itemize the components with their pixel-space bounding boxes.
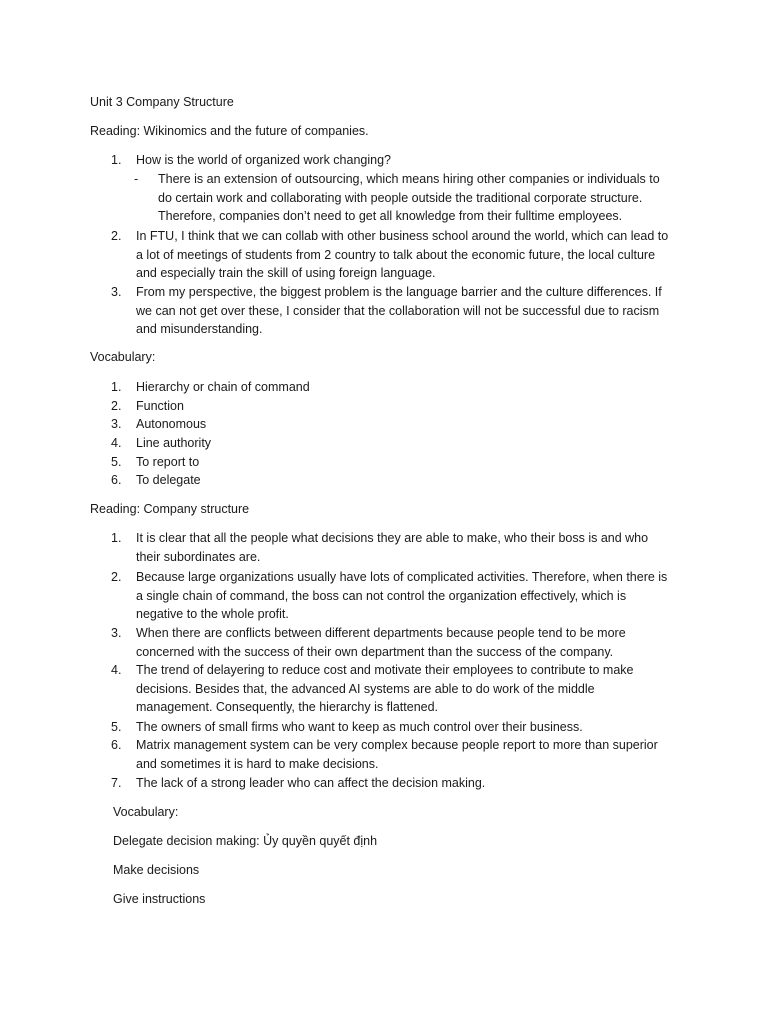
list-number: 2. — [111, 570, 122, 584]
list-text: The owners of small firms who want to keep as much control over their business. — [136, 720, 583, 734]
list-number: 3. — [111, 285, 122, 299]
vocab-item: Autonomous — [136, 417, 207, 431]
list-number: 4. — [111, 436, 122, 450]
vocab2-line-give-instructions: Give instructions — [113, 892, 206, 906]
list-number: 1. — [111, 380, 122, 394]
list-number: 5. — [111, 455, 122, 469]
list-text: The lack of a strong leader who can affect the decision making. — [136, 776, 486, 790]
list-text: In FTU, I think that we can collab with other business school around the world, which can lead to a lot of meetings of students from 2 country to talk about the economic future, the local culture and especially train the skill of using foreign language. — [136, 229, 669, 281]
reading1-heading: Reading: Wikinomics and the future of companies. — [90, 124, 369, 138]
list-number: 6. — [111, 473, 122, 487]
list-number: 2. — [111, 399, 122, 413]
list-text: The trend of delayering to reduce cost and motivate their employees to contribute to make decisions. Besides that, the advanced AI systems are able to do work of the middle management. Consequently, the hierarchy is flattened. — [136, 663, 634, 715]
list-text: How is the world of organized work changing? — [136, 153, 391, 167]
list-number: 7. — [111, 776, 122, 790]
list-text: Matrix management system can be very complex because people report to more than superior and sometimes it is hard to make decisions. — [136, 738, 658, 771]
sub-bullet-dash: - — [134, 172, 139, 186]
list-text: From my perspective, the biggest problem is the language barrier and the culture differences. If we can not get over these, I consider that the collaboration will not be successful due to racism and misunderstanding. — [136, 285, 662, 337]
vocab-item: Hierarchy or chain of command — [136, 380, 310, 394]
list-number: 5. — [111, 720, 122, 734]
vocab2-line-delegate: Delegate decision making: Ủy quyền quyết định — [113, 834, 378, 848]
list-number: 1. — [111, 531, 122, 545]
vocab2-heading: Vocabulary: — [113, 805, 179, 819]
list-number: 4. — [111, 663, 122, 677]
sub-bullet-text: There is an extension of outsourcing, which means hiring other companies or individuals to do certain work and collaborating with people outside the traditional corporate structure. Therefore, companies don’t need to get all knowledge from their fulltime employees. — [158, 172, 660, 224]
vocab-item: Line authority — [136, 436, 212, 450]
list-text: It is clear that all the people what decisions they are able to make, who their boss is and who their subordinates are. — [136, 531, 649, 564]
list-number: 2. — [111, 229, 122, 243]
vocab-item: To report to — [136, 455, 200, 469]
document-title: Unit 3 Company Structure — [90, 95, 234, 109]
list-number: 3. — [111, 417, 122, 431]
vocab2-line-make-decisions: Make decisions — [113, 863, 200, 877]
vocab-item: Function — [136, 399, 184, 413]
vocab-item: To delegate — [136, 473, 201, 487]
list-number: 3. — [111, 626, 122, 640]
list-text: Because large organizations usually have lots of complicated activities. Therefore, when there is a single chain of command, the boss can not control the organization effectively, which is negative to the whole profit. — [136, 570, 668, 622]
list-text: When there are conflicts between different departments because people tend to be more concerned with the success of their own department than the success of the company. — [136, 626, 626, 659]
reading2-heading: Reading: Company structure — [90, 502, 250, 516]
list-number: 1. — [111, 153, 122, 167]
list-number: 6. — [111, 738, 122, 752]
vocab1-heading: Vocabulary: — [90, 350, 156, 364]
